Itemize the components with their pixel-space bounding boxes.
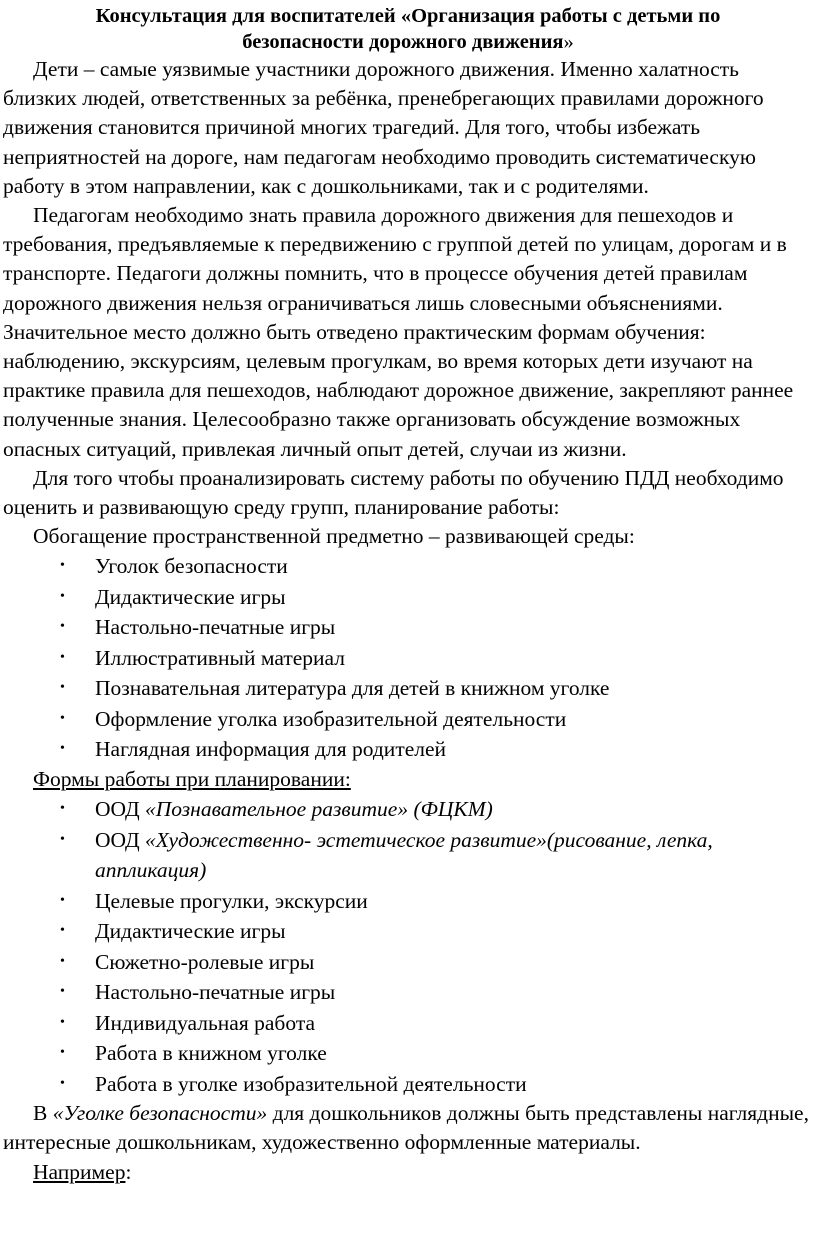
- list-item: • Дидактические игры: [0, 582, 816, 613]
- bullet-icon: •: [60, 892, 65, 908]
- list-item: • ООД «Художественно- эстетическое развитие»(рисование, лепка, аппликация): [0, 825, 816, 886]
- bullet-icon: •: [60, 923, 65, 939]
- list-item: • Познавательная литература для детей в книжном уголке: [0, 673, 816, 704]
- bullet-icon: •: [60, 1014, 65, 1030]
- bullet-icon: •: [60, 649, 65, 665]
- list-item: • Оформление уголка изобразительной деятельности: [0, 704, 816, 735]
- list-item: • Целевые прогулки, экскурсии: [0, 886, 816, 917]
- bullet-icon: •: [60, 741, 65, 757]
- list-item: • Наглядная информация для родителей: [0, 734, 816, 765]
- list-item: • Настольно-печатные игры: [0, 977, 816, 1008]
- list-item: • Иллюстративный материал: [0, 643, 816, 674]
- bullet-icon: •: [60, 680, 65, 696]
- bullet-icon: •: [60, 558, 65, 574]
- title-line-1: Консультация для воспитателей «Организация работы с детьми по: [95, 5, 721, 27]
- title-line-2: безопасности дорожного движения: [242, 31, 564, 53]
- paragraph-analysis: Для того чтобы проанализировать систему работы по обучению ПДД необходимо оценить и развивающую среду групп, планирование работы:: [3, 465, 784, 520]
- bullet-icon: •: [60, 831, 65, 847]
- document-page: [0, 3, 816, 1187]
- bullet-icon: •: [60, 710, 65, 726]
- paragraph-teachers: Педагогам необходимо знать правила дорожного движения для пешеходов и требования, предъявляемые к передвижению с группой детей по улицам, дорогам и в транспорте. Педагоги должны помнить, что в процессе обучения детей правилам дорожного движения нельзя ограничиваться лишь словесными объяснениями. Значительное место должно быть отведено практическим формам обучения: наблюдению, экскурсиям, целевым прогулкам, во время которых дети изучают на практике правила для пешеходов, наблюдают дорожное движение, закрепляют раннее полученные знания. Целесообразно также организовать обсуждение возможных опасных ситуаций, привлекая личный опыт детей, случаи из жизни.: [3, 203, 794, 461]
- list-item: • ООД «Познавательное развитие» (ФЦКМ): [0, 794, 816, 825]
- bullet-icon: •: [60, 1045, 65, 1061]
- list-item: • Уголок безопасности: [0, 551, 816, 582]
- bullet-icon: •: [60, 588, 65, 604]
- list-item: • Индивидуальная работа: [0, 1008, 816, 1039]
- bullet-icon: •: [60, 619, 65, 635]
- list-item: • Настольно-печатные игры: [0, 612, 816, 643]
- list-item: • Работа в уголке изобразительной деятельности: [0, 1069, 816, 1100]
- list-item: • Работа в книжном уголке: [0, 1038, 816, 1069]
- example-label: Например:: [33, 1159, 132, 1184]
- bullet-icon: •: [60, 801, 65, 817]
- bullet-icon: •: [60, 953, 65, 969]
- list-item: • Сюжетно-ролевые игры: [0, 947, 816, 978]
- paragraph-safety-corner: В «Уголке безопасности» для дошкольников должны быть представлены наглядные, интересные дошкольникам, художественно оформленные материалы.: [3, 1101, 809, 1155]
- bullet-icon: •: [60, 984, 65, 1000]
- paragraph-environment: Обогащение пространственной предметно – развивающей среды:: [33, 524, 635, 549]
- paragraph-intro: Дети – самые уязвимые участники дорожного движения. Именно халатность близких людей, ответственных за ребёнка, пренебрегающих правилами дорожного движения становится причиной многих трагедий. Для того, чтобы избежать неприятностей на дороге, нам педагогам необходимо проводить систематическую работу в этом направлении, как с дошкольниками, так и с родителями.: [3, 57, 764, 198]
- forms-list: [0, 794, 816, 1099]
- list-item: • Дидактические игры: [0, 916, 816, 947]
- title-closing-quote: »: [563, 31, 574, 53]
- bullet-icon: •: [60, 1075, 65, 1091]
- document-title: [0, 3, 816, 55]
- forms-heading: Формы работы при планировании:: [33, 766, 351, 791]
- environment-list: [0, 551, 816, 765]
